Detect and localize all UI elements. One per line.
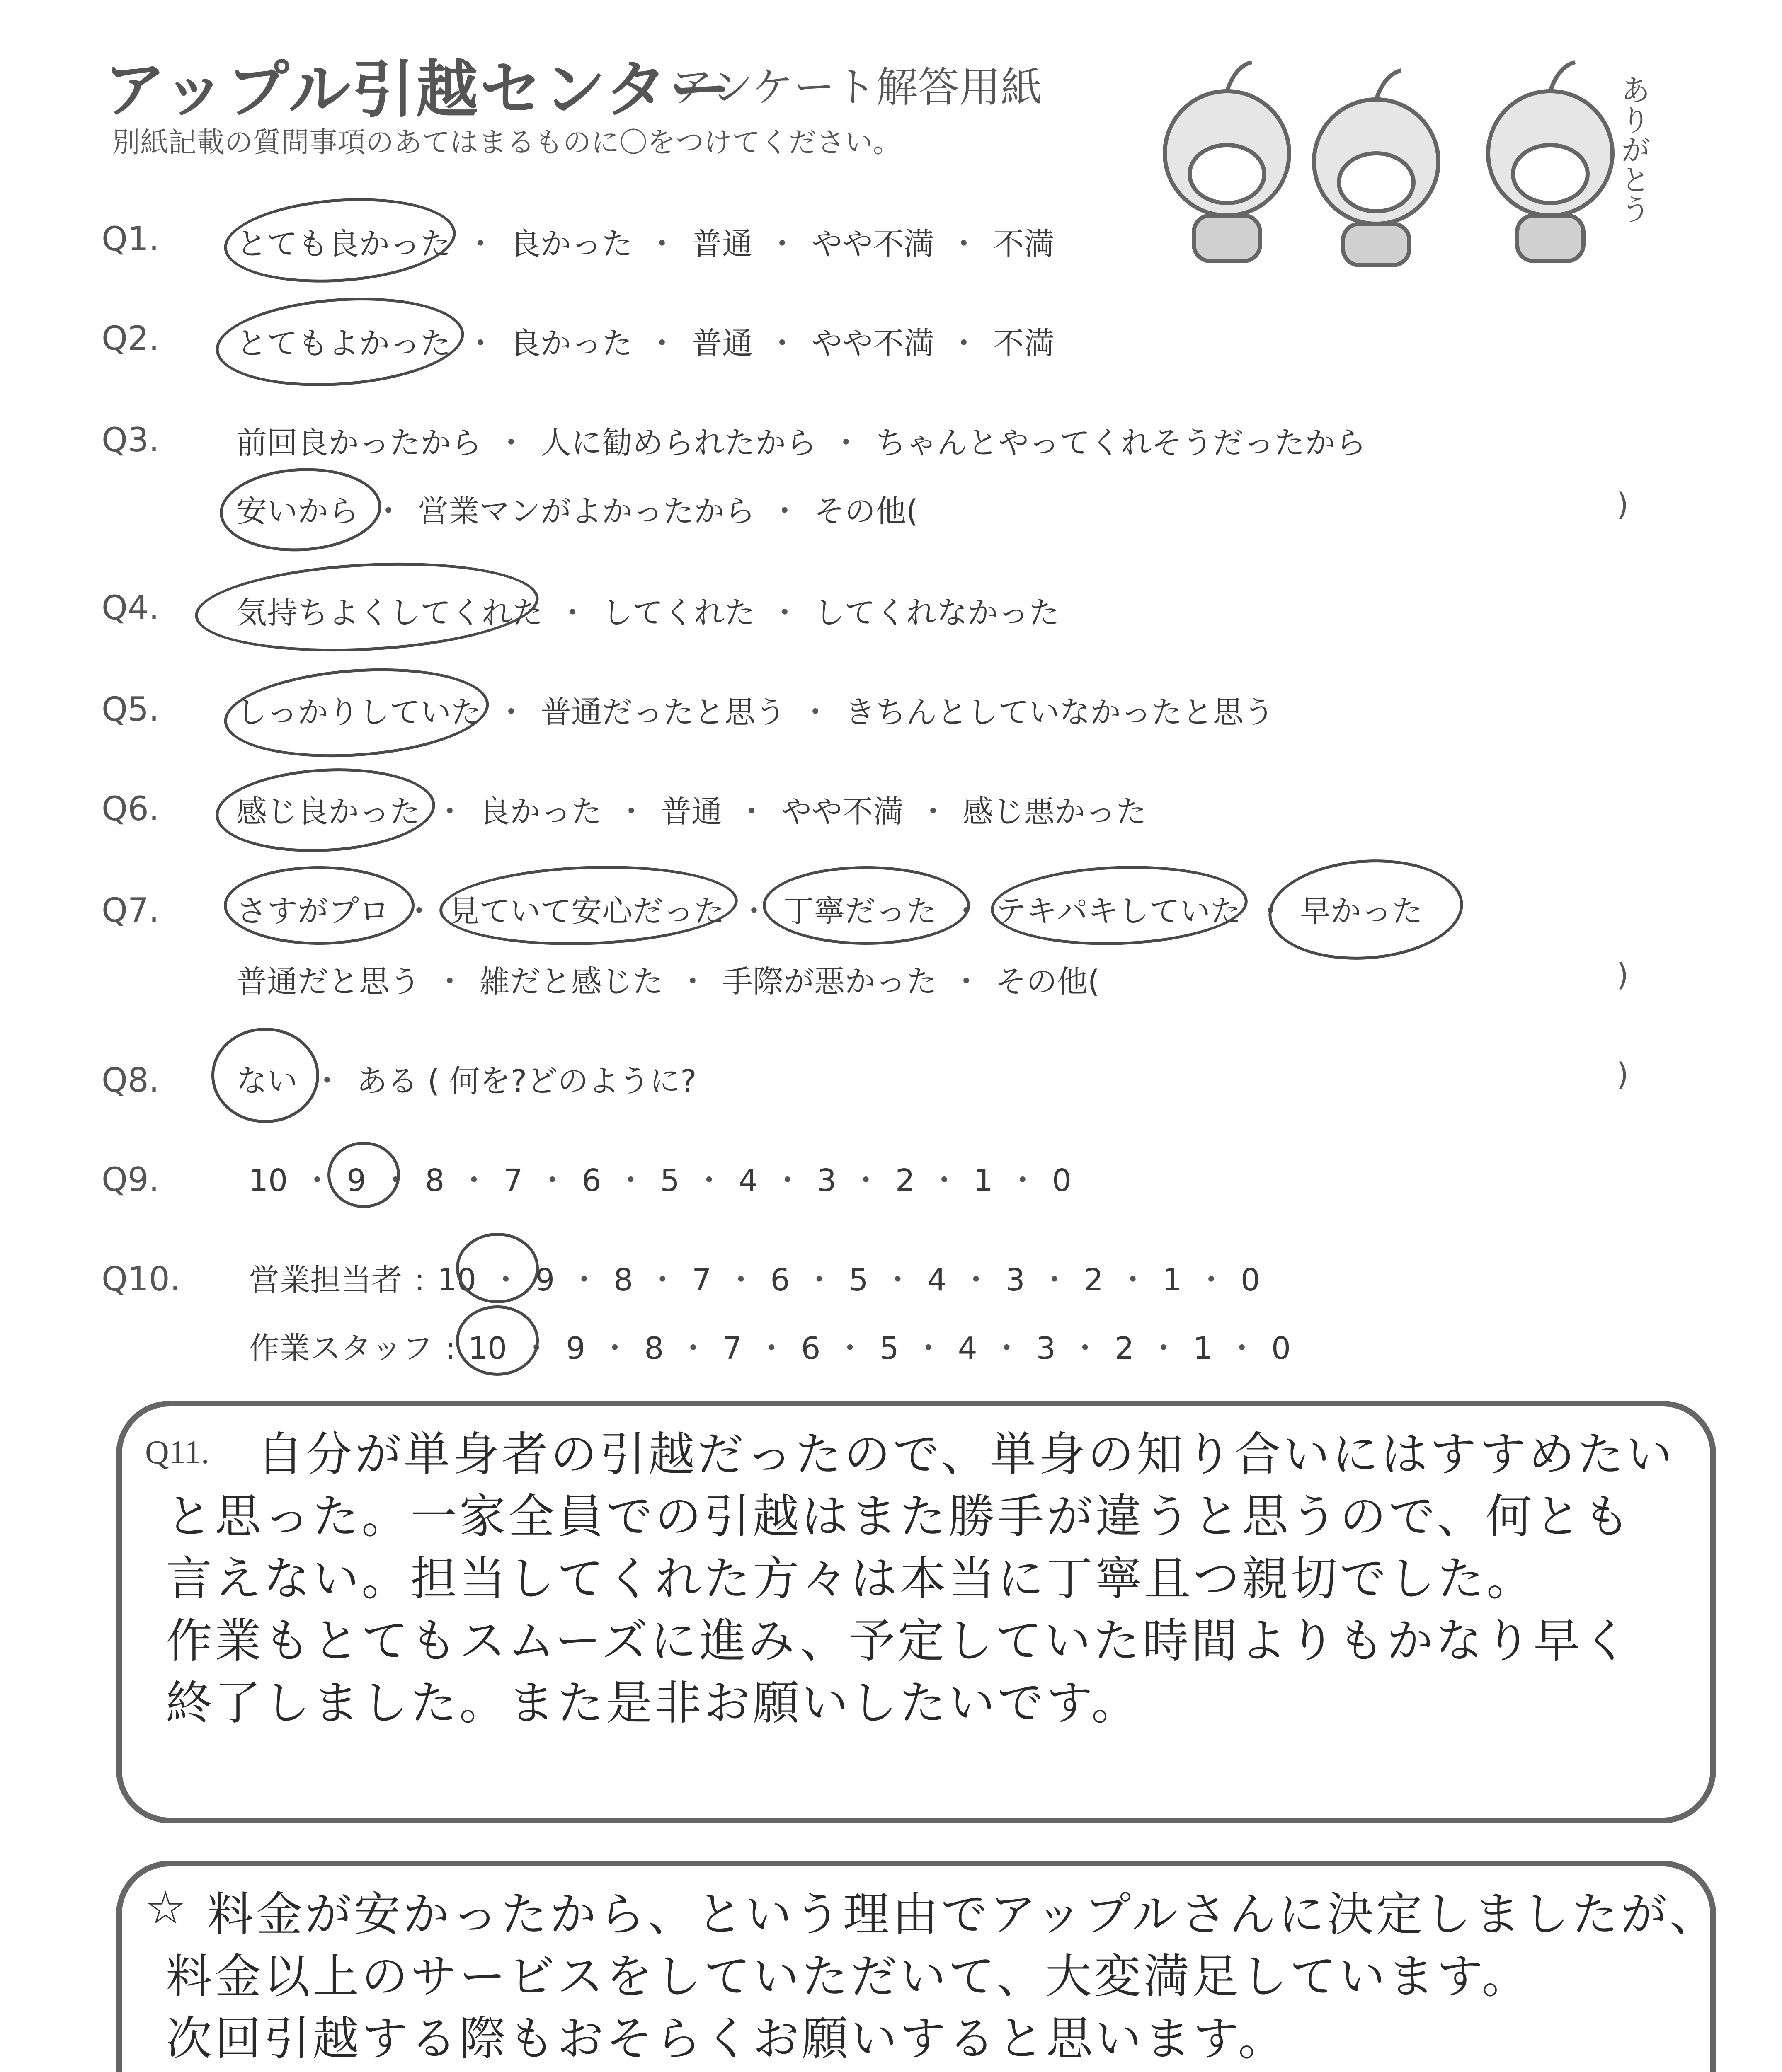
q10-score[interactable]: 1 xyxy=(1193,1331,1212,1366)
form-subtitle: アンケート解答用紙 xyxy=(672,63,1042,111)
q10-score[interactable]: 3 xyxy=(1036,1331,1056,1366)
q9-scale: 10 ・ 9 ・ 8 ・ 7 ・ 6 ・ 5 ・ 4 ・ 3 ・ 2 ・ 1 ・ 0 xyxy=(249,1163,1072,1198)
q3-option[interactable]: その他( xyxy=(814,494,918,529)
q11-line: 終了しました。また是非お願いしたいです。 xyxy=(166,1676,1141,1730)
comment-line: 料金が安かったから、という理由でアップルさんに決定しましたが、 xyxy=(207,1888,1719,1941)
q7-selection-circle-4 xyxy=(989,862,1249,949)
form-title: アップル引越センター xyxy=(104,54,733,126)
q5-label: Q5. xyxy=(102,690,160,729)
q7-selection-circle-5 xyxy=(1265,853,1467,966)
q2-option[interactable]: やや不満 xyxy=(812,326,934,361)
q7-option[interactable]: 手際が悪かった xyxy=(722,964,937,1000)
q8-options: ない ・ ある ( 何を?どのように? xyxy=(236,1063,697,1099)
q8-paren-close: ) xyxy=(1617,1057,1629,1092)
q6-option[interactable]: やや不満 xyxy=(781,794,904,830)
q7-option[interactable]: 見ていて安心だった xyxy=(449,893,725,929)
q9-label: Q9. xyxy=(102,1160,160,1199)
q9-score[interactable]: 1 xyxy=(973,1163,994,1198)
q10-sales-row: 営業担当者 : 10 ・ 9 ・ 8 ・ 7 ・ 6 ・ 5 ・ 4 ・ 3 ・ 2 ・ 1 ・ 0 xyxy=(249,1262,1261,1298)
q6-option[interactable]: 良かった xyxy=(479,794,602,830)
comment-line: 次回引越する際もおそらくお願いすると思います。 xyxy=(166,2012,1287,2066)
q5-option[interactable]: しっかりしていた xyxy=(236,695,482,730)
q3-option[interactable]: 前回良かったから xyxy=(236,425,482,461)
q5-options: しっかりしていた ・ 普通だったと思う ・ きちんとしていなかったと思う xyxy=(236,695,1274,730)
q3-label: Q3. xyxy=(102,421,160,459)
q7-option[interactable]: 普通だと思う xyxy=(236,964,420,1000)
q7-paren-close: ) xyxy=(1617,957,1629,993)
q7-option[interactable]: 早かった xyxy=(1300,893,1423,929)
q10-score[interactable]: 5 xyxy=(849,1262,868,1298)
q10-score[interactable]: 2 xyxy=(1084,1262,1103,1298)
q11-label: Q11. xyxy=(145,1434,209,1471)
q10-score[interactable]: 3 xyxy=(1005,1262,1025,1298)
q10-score[interactable]: 6 xyxy=(801,1331,821,1366)
q1-option[interactable]: 普通 xyxy=(691,226,753,262)
q6-label: Q6. xyxy=(102,789,160,828)
q4-selection-circle xyxy=(193,554,541,659)
q10-row-name: 作業スタッフ xyxy=(249,1331,433,1366)
q7-option[interactable]: 丁寧だった xyxy=(783,893,937,929)
q9-score[interactable]: 8 xyxy=(425,1163,445,1198)
q5-option[interactable]: きちんとしていなかったと思う xyxy=(845,695,1274,730)
q7-selection-circle-2 xyxy=(438,861,739,950)
q2-options: とてもよかった ・ 良かった ・ 普通 ・ やや不満 ・ 不満 xyxy=(236,326,1055,361)
q7-selection-circle-3 xyxy=(763,866,970,945)
q10-score[interactable]: 8 xyxy=(613,1262,633,1298)
q6-option[interactable]: 感じ良かった xyxy=(236,794,420,830)
q2-option[interactable]: 普通 xyxy=(691,326,753,361)
q8-option[interactable]: ある ( 何を?どのように? xyxy=(356,1063,697,1099)
q7-option[interactable]: 雑だと感じた xyxy=(479,964,663,1000)
mascot-caption: ありがとう xyxy=(1616,75,1651,224)
comment-line: 料金以上のサービスをしていただいて、大変満足しています。 xyxy=(166,1950,1531,2004)
q3-paren-close: ) xyxy=(1617,487,1629,523)
q7-selection-circle-1 xyxy=(224,866,415,945)
q9-score[interactable]: 4 xyxy=(738,1163,758,1198)
q9-selection-circle xyxy=(327,1142,400,1208)
q3-selection-circle xyxy=(218,464,383,555)
q7-options-line1: さすがプロ ・ 見ていて安心だった ・ 丁寧だった ・ テキパキしていた ・ 早かった xyxy=(236,893,1423,929)
q10-score[interactable]: 4 xyxy=(927,1262,947,1298)
q4-options: 気持ちよくしてくれた ・ してくれた ・ してくれなかった xyxy=(236,595,1060,631)
q11-line: 言えない。担当してくれた方々は本当に丁寧且つ親切でした。 xyxy=(166,1552,1535,1606)
q11-line: 自分が単身者の引越だったので、単身の知り合いにはすすめたい xyxy=(257,1428,1675,1481)
q7-option[interactable]: テキパキしていた xyxy=(996,893,1241,929)
q2-label: Q2. xyxy=(102,319,160,358)
q2-option[interactable]: 不満 xyxy=(993,326,1055,361)
q9-score[interactable]: 6 xyxy=(582,1163,601,1198)
q4-option[interactable]: してくれた xyxy=(602,595,755,631)
q10-score[interactable]: 10 xyxy=(437,1262,477,1298)
q10-score[interactable]: 9 xyxy=(535,1262,555,1298)
q10-staff-row: 作業スタッフ : 10 ・ 9 ・ 8 ・ 7 ・ 6 ・ 5 ・ 4 ・ 3 ・ 2 ・ 1 ・ 0 xyxy=(249,1331,1291,1366)
q2-option[interactable]: 良かった xyxy=(510,326,633,361)
q3-option[interactable]: 人に勧められたから xyxy=(541,425,817,461)
q9-score[interactable]: 5 xyxy=(660,1163,680,1198)
q10-sales-selection-circle xyxy=(456,1233,539,1303)
q10-score[interactable]: 8 xyxy=(644,1331,664,1366)
q2-selection-circle xyxy=(213,290,467,394)
q9-score[interactable]: 0 xyxy=(1052,1163,1072,1198)
q10-score[interactable]: 5 xyxy=(879,1331,899,1366)
q10-row-name: 営業担当者 xyxy=(249,1262,402,1298)
q10-score[interactable]: 6 xyxy=(770,1262,790,1298)
q7-options-line2: 普通だと思う ・ 雑だと感じた ・ 手際が悪かった ・ その他( xyxy=(236,964,1100,1000)
q3-option[interactable]: 安いから xyxy=(236,494,359,529)
q8-option[interactable]: ない xyxy=(236,1063,298,1099)
q1-options: とても良かった ・ 良かった ・ 普通 ・ やや不満 ・ 不満 xyxy=(236,226,1055,262)
q3-options-line2: 安いから ・ 営業マンがよかったから ・ その他( xyxy=(236,494,918,529)
q5-selection-circle xyxy=(221,660,492,765)
q7-label: Q7. xyxy=(102,891,160,929)
q10-score[interactable]: 7 xyxy=(722,1331,742,1366)
q7-option[interactable]: さすがプロ xyxy=(236,893,390,929)
q4-option[interactable]: 気持ちよくしてくれた xyxy=(236,595,543,631)
q10-score[interactable]: 4 xyxy=(958,1331,977,1366)
q1-label: Q1. xyxy=(102,220,160,258)
q8-selection-circle xyxy=(211,1028,319,1123)
q3-option[interactable]: ちゃんとやってくれそうだったから xyxy=(875,425,1366,461)
q3-option[interactable]: 営業マンがよかったから xyxy=(418,494,755,529)
q10-score[interactable]: 10 xyxy=(468,1331,507,1366)
q6-selection-circle xyxy=(213,763,437,857)
q5-option[interactable]: 普通だったと思う xyxy=(541,695,786,730)
comment-line xyxy=(166,2064,899,2072)
q3-options-line1: 前回良かったから ・ 人に勧められたから ・ ちゃんとやってくれそうだったから xyxy=(236,425,1366,461)
q11-line: 作業もとてもスムーズに進み、予定していた時間よりもかなり早く xyxy=(166,1614,1632,1668)
q10-score[interactable]: 1 xyxy=(1162,1262,1182,1298)
form-instruction: 別紙記載の質問事項のあてはまるものに〇をつけてください。 xyxy=(112,126,902,159)
q9-score[interactable]: 3 xyxy=(817,1163,836,1198)
q9-score[interactable]: 7 xyxy=(503,1163,523,1198)
q10-score[interactable]: 9 xyxy=(566,1331,586,1366)
q1-option[interactable]: 良かった xyxy=(510,226,633,262)
q10-score[interactable]: 2 xyxy=(1114,1331,1134,1366)
q8-label: Q8. xyxy=(102,1061,160,1099)
q1-option[interactable]: 不満 xyxy=(993,226,1055,262)
q1-option[interactable]: とても良かった xyxy=(236,226,451,262)
q10-score[interactable]: 0 xyxy=(1271,1331,1291,1366)
q1-selection-circle xyxy=(221,191,459,290)
q6-option[interactable]: 普通 xyxy=(661,794,722,830)
q10-score[interactable]: 0 xyxy=(1240,1262,1261,1298)
q2-option[interactable]: とてもよかった xyxy=(236,326,451,361)
q10-label: Q10. xyxy=(102,1260,181,1298)
star-icon: ☆ xyxy=(145,1881,186,1934)
q10-staff-selection-circle xyxy=(456,1305,539,1376)
q11-line: と思った。一家全員での引越はまた勝手が違うと思うので、何とも xyxy=(166,1490,1632,1544)
q6-options: 感じ良かった ・ 良かった ・ 普通 ・ やや不満 ・ 感じ悪かった xyxy=(236,794,1147,830)
q10-score[interactable]: 7 xyxy=(692,1262,712,1298)
q7-option[interactable]: その他( xyxy=(996,964,1100,1000)
monkey-mascots-illustration xyxy=(1144,46,1700,269)
q1-option[interactable]: やや不満 xyxy=(812,226,934,262)
q6-option[interactable]: 感じ悪かった xyxy=(963,794,1147,830)
q9-score[interactable]: 2 xyxy=(895,1163,915,1198)
q4-label: Q4. xyxy=(102,588,160,627)
q4-option[interactable]: してくれなかった xyxy=(814,595,1060,631)
q9-score[interactable]: 9 xyxy=(347,1163,366,1198)
q9-score[interactable]: 10 xyxy=(249,1163,288,1198)
